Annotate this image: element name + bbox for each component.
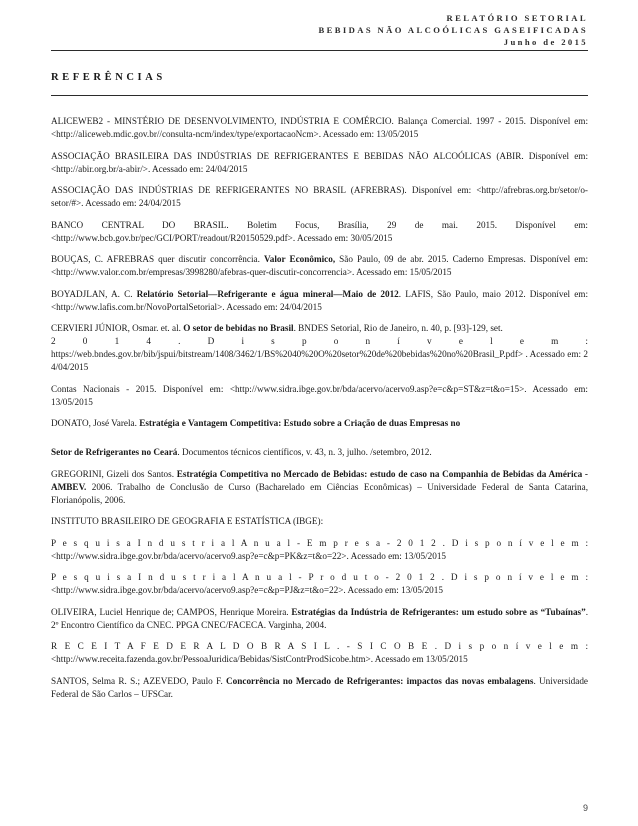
page-number: 9 [582, 803, 588, 813]
report-header [318, 12, 588, 48]
reference-item: R E C E I T A F E D E R A L D O B R A S I L . - S I C O B E . D i s p o n í v e l e m : <http://www.receita.fazenda.gov.br/PessoaJuridica/Bebidas/SistContrProdSicobe.htm>. Acessado em 13/05/2015 [51, 641, 588, 664]
section-title: REFERÊNCIAS [51, 72, 166, 83]
reference-item: SANTOS, Selma R. S.; AZEVEDO, Paulo F. Concorrência no Mercado de Refrigerantes: impactos das novas embalagens. Universidade Federal de São Carlos – UFSCar. [51, 675, 589, 699]
reference-item: ALICEWEB2 - MINSTÉRIO DE DESENVOLVIMENTO, INDÚSTRIA E COMÉRCIO. Balança Comercial. 1997 - 2015. Disponível em: <http://aliceweb.mdic.gov.br//consulta-ncm/index/type/exportacaoNcm>. Acessado em: 13/05/2015 [51, 116, 588, 139]
reference-title: Valor Econômico, [263, 254, 336, 264]
top-divider [51, 50, 588, 51]
reference-title: Concorrência no Mercado de Refrigerantes: impactos das novas embalagens [226, 675, 534, 686]
reference-item: ASSOCIAÇÃO DAS INDÚSTRIAS DE REFRIGERANTES NO BRASIL (AFREBRAS). Disponível em: <http://afrebras.org.br/setor/o-setor/#>. Acessado em: 24/04/2015 [51, 185, 588, 208]
header-subtitle: BEBIDAS NÃO ALCOÓLICAS GASEIFICADAS [318, 25, 588, 35]
reference-item: Contas Nacionais - 2015. Disponível em: <http://www.sidra.ibge.gov.br/bda/acervo/acervo9.asp?e=c&p=ST&z=t&o=15>. Acessado em: 13/05/2015 [51, 383, 588, 407]
reference-title: Estratégias da Indústria de Refrigerantes: um estudo sobre as “Tubaínas” [291, 606, 586, 617]
reference-title: Relatório Setorial—Refrigerante e água mineral—Maio de 2012 [136, 288, 399, 299]
header-date: Junho de 2015 [503, 37, 588, 47]
reference-item: P e s q u i s a I n d u s t r i a l A n u a l - P r o d u t o - 2 0 1 2 . D i s p o n í v e l e m : <http://www.sidra.ibge.gov.br/bda/acervo/acervo9.asp?e=c&p=PJ&z=t&o=22>. Acessado em: 13/05/2015 [51, 572, 588, 595]
reference-item: GREGORINI, Gizeli dos Santos. Estratégia Competitiva no Mercado de Bebidas: estudo de caso na Companhia de Bebidas da América - AMBEV. 2006. Trabalho de Conclusão de Curso (Bacharelado em Ciências Econômicas) – Universidade Federal de Santa Catarina, Florianópolis, 2006. [51, 468, 588, 505]
reference-item: DONATO, José Varela. Estratégia e Vantagem Competitiva: Estudo sobre a Criação de duas Empresas no [51, 418, 461, 428]
reference-item: ASSOCIAÇÃO BRASILEIRA DAS INDÚSTRIAS DE REFRIGERANTES E BEBIDAS NÃO ALCOÓLICAS (ABIR. Disponível em: <http://abir.org.br/a-abir/>. Acessado em: 24/04/2015 [51, 150, 588, 174]
reference-item: CERVIERI JÚNIOR, Osmar. et. al. O setor de bebidas no Brasil. BNDES Setorial, Rio de Janeiro, n. 40, p. [93]-129, set. 2 0 1 4 . D i s p o n í v e l e m : https://web.bndes.gov.br/bib/jspui/bitstream/1408/3462/1/BS%2040%20O%20setor%20de%20bebidas%20no%20Brasil_P.pdf> . Acessado em: 24/04/2015 [51, 323, 588, 372]
reference-title: Estratégia e Vantagem Competitiva: Estudo sobre a Criação de duas Empresas no [139, 418, 461, 428]
reference-item: P e s q u i s a I n d u s t r i a l A n u a l - E m p r e s a - 2 0 1 2 . D i s p o n í v e l e m : <http://www.sidra.ibge.gov.br/bda/acervo/acervo9.asp?e=c&p=PK&z=t&o=22>. Acessado em: 13/05/2015 [51, 537, 588, 561]
reference-item: BOUÇAS, C. AFREBRAS quer discutir concorrência. Valor Econômico, São Paulo, 09 de abr. 2015. Caderno Empresas. Disponível em: <http://www.valor.com.br/empresas/3998280/afebras-quer-discutir-concorrencia>. Acessado em: 15/05/2015 [51, 254, 588, 277]
reference-item: INSTITUTO BRASILEIRO DE GEOGRAFIA E ESTATÍSTICA (IBGE): [51, 516, 324, 526]
reference-title: Estratégia Competitiva no Mercado de Bebidas: estudo de caso na Companhia de Bebidas da América - AMBEV. [51, 468, 588, 492]
reference-item: BOYADJLAN, A. C. Relatório Setorial—Refrigerante e água mineral—Maio de 2012. LAFIS, São Paulo, maio 2012. Disponível em: <http://www.lafis.com.br/NovoPortalSetorial>. Acessado em: 24/04/2015 [51, 288, 588, 312]
header-title: RELATÓRIO SETORIAL [446, 13, 588, 23]
reference-item: Setor de Refrigerantes no Ceará. Documentos técnicos científicos, v. 43, n. 3, julho. /setembro, 2012. [51, 447, 432, 457]
reference-title: Setor de Refrigerantes no Ceará [51, 447, 178, 457]
reference-item: BANCO CENTRAL DO BRASIL. Boletim Focus, Brasília, 29 de mai. 2015. Disponível em: <http://www.bcb.gov.br/pec/GCI/PORT/readout/R20150529.pdf>. Acessado em: 30/05/2015 [51, 219, 588, 243]
reference-title: O setor de bebidas no Brasil [183, 323, 294, 333]
reference-item: OLIVEIRA, Luciel Henrique de; CAMPOS, Henrique Moreira. Estratégias da Indústria de Refrigerantes: um estudo sobre as “Tubaínas”. 2º Encontro Científico da CNEC. PPGA CNEC/FACECA. Varginha, 2004. [51, 606, 589, 630]
section-divider [51, 95, 588, 96]
references-list [51, 115, 588, 709]
